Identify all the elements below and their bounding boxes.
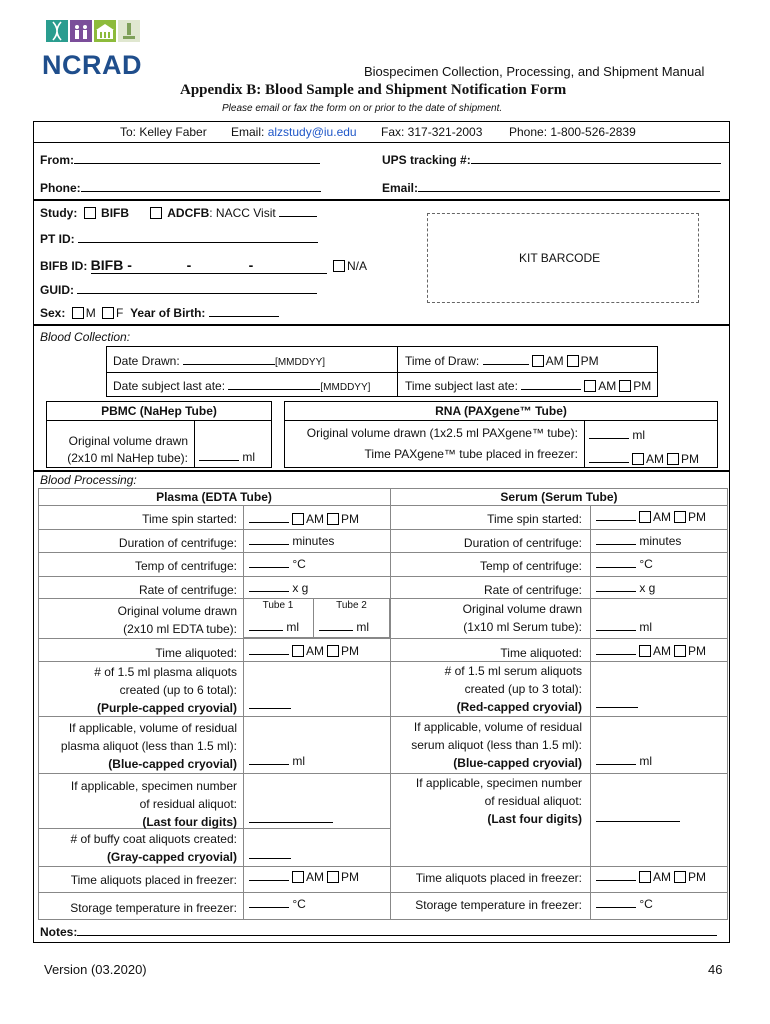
contact-row (120, 125, 207, 139)
divider (33, 470, 730, 472)
ups-field[interactable] (382, 153, 721, 167)
divider (397, 346, 398, 397)
date-format: [MMDDYY] (275, 357, 326, 368)
na-label: N/A (347, 259, 368, 273)
pm-checkbox[interactable] (327, 871, 339, 883)
plasma-num-label1: # of 1.5 ml plasma aliquots (94, 665, 237, 679)
am-label: AM (306, 870, 324, 884)
serum-num-label1: # of 1.5 ml serum aliquots (444, 664, 582, 678)
date-format: [MMDDYY] (320, 382, 371, 393)
building-icon (94, 20, 116, 42)
adcfb-visit-label: : NACC Visit (209, 206, 276, 220)
plasma-res-label3: (Blue-capped cryovial) (108, 757, 237, 771)
row-divider (390, 661, 728, 662)
bifb-id-dash: - (186, 257, 192, 273)
serum-freezer-time-label: Time aliquots placed in freezer: (415, 871, 582, 885)
pm-label: PM (688, 870, 706, 884)
row-divider (390, 552, 728, 553)
serum-res-label3: (Blue-capped cryovial) (453, 756, 582, 770)
pm-label: PM (681, 452, 699, 466)
row-divider (390, 773, 728, 774)
form-title: Appendix B: Blood Sample and Shipment Notification Form (180, 82, 567, 98)
time-last-ate-field[interactable] (405, 379, 651, 393)
divider (243, 505, 244, 920)
pt-id-field[interactable] (40, 232, 318, 246)
ml-unit: ml (286, 620, 300, 634)
pbmc-volume-line1: Original volume drawn (68, 434, 188, 448)
am-label: AM (545, 354, 564, 368)
pm-checkbox[interactable] (327, 645, 339, 657)
serum-storage-label: Storage temperature in freezer: (415, 898, 582, 912)
pm-label: PM (688, 644, 706, 658)
plasma-temp-label: Temp of centrifuge: (134, 559, 237, 573)
pm-checkbox[interactable] (619, 380, 631, 392)
plasma-duration-field[interactable] (249, 534, 334, 548)
plasma-storage-field[interactable] (249, 897, 306, 911)
date-drawn-label: Date Drawn: (113, 354, 180, 368)
row-divider (38, 552, 390, 553)
serum-volume-label2: (1x10 ml Serum tube): (463, 620, 582, 634)
time-last-ate-label: Time subject last ate: (405, 379, 518, 393)
ml-unit: ml (356, 620, 370, 634)
serum-res-field[interactable] (596, 754, 652, 768)
blood-processing-title: Blood Processing: (40, 473, 137, 487)
plasma-spec-label2: of residual aliquot: (139, 797, 237, 811)
pt-id-label: PT ID: (40, 232, 75, 246)
plasma-title: Plasma (EDTA Tube) (156, 490, 272, 504)
serum-time-spin-field[interactable] (596, 510, 706, 524)
serum-res-label1: If applicable, volume of residual (413, 720, 582, 734)
plasma-volume-label2: (2x10 ml EDTA tube): (123, 622, 237, 636)
rna-volume-field[interactable] (589, 428, 645, 442)
celsius-unit: °C (292, 897, 306, 911)
am-checkbox[interactable] (292, 513, 304, 525)
am-label: AM (306, 512, 324, 526)
am-checkbox[interactable] (632, 453, 644, 465)
na-checkbox[interactable] (333, 260, 345, 272)
ml-unit: ml (632, 428, 646, 442)
celsius-unit: °C (639, 897, 653, 911)
time-of-draw-label: Time of Draw: (405, 354, 480, 368)
celsius-unit: °C (292, 557, 306, 571)
plasma-time-aliquoted-label: Time aliquoted: (155, 646, 237, 660)
pm-checkbox[interactable] (674, 645, 686, 657)
date-last-ate-label: Date subject last ate: (113, 379, 226, 393)
am-label: AM (306, 644, 324, 658)
plasma-num-field[interactable] (249, 698, 291, 712)
pbmc-volume-field[interactable] (199, 450, 255, 464)
pm-checkbox[interactable] (667, 453, 679, 465)
buffy-field[interactable] (249, 848, 291, 862)
plasma-volume-label1: Original volume drawn (117, 604, 237, 618)
plasma-time-spin-field[interactable] (249, 512, 359, 526)
plasma-storage-label: Storage temperature in freezer: (70, 901, 237, 915)
yob-label: Year of Birth: (130, 306, 206, 320)
male-checkbox[interactable] (72, 307, 84, 319)
sex-label: Sex: (40, 306, 66, 320)
serum-spec-field[interactable] (596, 811, 680, 825)
row-divider (390, 598, 728, 599)
female-label: F (116, 306, 124, 320)
divider (584, 420, 585, 468)
sex-row (40, 306, 279, 320)
plasma-rate-field[interactable] (249, 581, 308, 595)
row-divider (38, 505, 390, 506)
row-divider (38, 866, 390, 867)
serum-time-aliquoted-field[interactable] (596, 644, 706, 658)
rna-time-field[interactable] (589, 452, 699, 466)
row-divider (390, 716, 728, 717)
pm-checkbox[interactable] (674, 511, 686, 523)
time-of-draw-field[interactable] (405, 354, 599, 368)
plasma-spec-label3: (Last four digits) (142, 815, 237, 829)
ups-label: UPS tracking #: (382, 153, 471, 167)
am-checkbox[interactable] (639, 871, 651, 883)
adcfb-label: ADCFB (167, 206, 210, 220)
divider (590, 505, 591, 920)
am-checkbox[interactable] (292, 645, 304, 657)
pm-checkbox[interactable] (327, 513, 339, 525)
rna-time-label: Time PAXgene™ tube placed in freezer: (364, 447, 578, 461)
kit-barcode-label: KIT BARCODE (519, 251, 601, 265)
page-number: 46 (708, 962, 723, 977)
plasma-rate-label: Rate of centrifuge: (138, 583, 237, 597)
date-drawn-field[interactable] (113, 354, 325, 368)
plasma-num-label2: created (up to 6 total): (119, 683, 237, 697)
family-icon (70, 20, 92, 42)
serum-temp-field[interactable] (596, 557, 653, 571)
plasma-spec-label1: If applicable, specimen number (70, 779, 237, 793)
row-divider (38, 892, 390, 893)
minutes-unit: minutes (292, 534, 335, 548)
manual-title: Biospecimen Collection, Processing, and Shipment Manual (364, 64, 705, 79)
dna-icon (46, 20, 68, 42)
pm-label: PM (633, 379, 652, 393)
guid-label: GUID: (40, 283, 74, 297)
celsius-unit: °C (639, 557, 653, 571)
date-last-ate-field[interactable] (113, 379, 370, 393)
contact-email-wrap (231, 125, 357, 139)
email-label: Email: (382, 181, 419, 195)
row-divider (390, 529, 728, 530)
serum-res-label2: serum aliquot (less than 1.5 ml): (411, 738, 582, 752)
plasma-num-label3: (Purple-capped cryovial) (96, 701, 237, 715)
row-divider (390, 638, 728, 639)
from-label: From: (40, 153, 74, 167)
pbmc-volume-line2: (2x10 ml NaHep tube): (67, 451, 188, 465)
from-field[interactable] (40, 153, 320, 167)
serum-freezer-time-field[interactable] (596, 870, 706, 884)
serum-volume-label1: Original volume drawn (462, 602, 582, 616)
plasma-res-label1: If applicable, volume of residual (68, 721, 237, 735)
serum-duration-label: Duration of centrifuge: (463, 536, 582, 550)
serum-spec-label3: (Last four digits) (487, 812, 582, 826)
plasma-freezer-time-field[interactable] (249, 870, 359, 884)
serum-rate-label: Rate of centrifuge: (483, 583, 582, 597)
bifb-id-dash: - (248, 257, 254, 273)
serum-num-label3: (Red-capped cryovial) (456, 700, 582, 714)
bifb-id-field[interactable] (40, 257, 367, 274)
adcfb-checkbox[interactable] (150, 207, 162, 219)
row-divider (390, 866, 728, 867)
pm-label: PM (341, 512, 359, 526)
notes-field[interactable] (40, 925, 717, 939)
am-checkbox[interactable] (639, 645, 651, 657)
plasma-duration-label: Duration of centrifuge: (118, 536, 237, 550)
buffy-label2: (Gray-capped cryovial) (106, 850, 237, 864)
serum-time-spin-label: Time spin started: (487, 512, 582, 526)
notes-label: Notes: (40, 925, 78, 939)
pm-label: PM (341, 644, 359, 658)
am-label: AM (653, 510, 671, 524)
row-divider (390, 505, 728, 506)
serum-time-aliquoted-label: Time aliquoted: (500, 646, 582, 660)
plasma-spec-field[interactable] (249, 812, 333, 826)
row-divider (38, 638, 390, 639)
phone-label: Phone: (40, 181, 81, 195)
serum-num-label2: created (up to 3 total): (464, 682, 582, 696)
contact-to: To: Kelley Faber (120, 125, 207, 139)
row-divider (38, 576, 390, 577)
am-label: AM (653, 644, 671, 658)
row-divider (38, 716, 390, 717)
divider (46, 420, 272, 421)
xg-unit: x g (292, 581, 309, 595)
am-checkbox[interactable] (292, 871, 304, 883)
study-label: Study: (40, 206, 78, 220)
row-divider (38, 529, 390, 530)
row-divider (38, 661, 390, 662)
contact-phone: Phone: 1-800-526-2839 (509, 125, 636, 139)
yob-input[interactable] (209, 316, 279, 317)
pm-checkbox[interactable] (674, 871, 686, 883)
xg-unit: x g (639, 581, 656, 595)
divider (106, 372, 658, 373)
phone-field[interactable] (40, 181, 321, 195)
guid-field[interactable] (40, 283, 317, 297)
am-label: AM (653, 870, 671, 884)
row-divider (390, 576, 728, 577)
plasma-time-spin-label: Time spin started: (142, 512, 237, 526)
contact-email-label: Email: (231, 125, 265, 139)
plasma-temp-field[interactable] (249, 557, 306, 571)
am-checkbox[interactable] (532, 355, 544, 367)
contact-fax: Fax: 317-321-2003 (381, 125, 483, 139)
female-checkbox[interactable] (102, 307, 114, 319)
ml-unit: ml (242, 450, 256, 464)
row-divider (390, 892, 728, 893)
version-label: Version (03.2020) (44, 962, 147, 977)
pm-checkbox[interactable] (567, 355, 579, 367)
am-label: AM (646, 452, 664, 466)
ml-unit: ml (292, 754, 306, 768)
tube1-volume-field[interactable] (249, 620, 299, 634)
ml-unit: ml (639, 754, 653, 768)
bifb-checkbox[interactable] (84, 207, 96, 219)
row-divider (38, 773, 390, 774)
minutes-unit: minutes (639, 534, 682, 548)
tube1-label: Tube 1 (262, 600, 294, 611)
logo-text: NCRAD (42, 50, 142, 80)
divider (33, 142, 730, 143)
pbmc-volume-label (48, 433, 188, 467)
rna-volume-label: Original volume drawn (1x2.5 ml PAXgene™ tube): (306, 426, 578, 440)
ml-unit: ml (639, 620, 653, 634)
am-label: AM (598, 379, 617, 393)
email-field[interactable] (382, 181, 720, 195)
pm-label: PM (580, 354, 599, 368)
serum-storage-field[interactable] (596, 897, 653, 911)
serum-temp-label: Temp of centrifuge: (479, 559, 582, 573)
divider (33, 199, 730, 201)
bifb-id-prefix: BIFB - (90, 257, 132, 273)
am-checkbox[interactable] (639, 511, 651, 523)
plasma-res-label2: plasma aliquot (less than 1.5 ml): (60, 739, 237, 753)
serum-spec-label2: of residual aliquot: (484, 794, 582, 808)
microscope-icon (118, 20, 140, 42)
pbmc-title: PBMC (NaHep Tube) (101, 404, 217, 418)
serum-num-field[interactable] (596, 697, 638, 711)
pm-label: PM (688, 510, 706, 524)
plasma-freezer-time-label: Time aliquots placed in freezer: (70, 873, 237, 887)
serum-spec-label1: If applicable, specimen number (415, 776, 582, 790)
contact-email-link[interactable]: alzstudy@iu.edu (267, 125, 357, 139)
serum-title: Serum (Serum Tube) (500, 490, 618, 504)
form-subtitle: Please email or fax the form on or prior to the date of shipment. (222, 103, 503, 114)
study-row (40, 206, 317, 220)
pm-label: PM (341, 870, 359, 884)
tube2-label: Tube 2 (336, 600, 367, 611)
rna-title: RNA (PAXgene™ Tube) (435, 404, 567, 418)
serum-rate-field[interactable] (596, 581, 655, 595)
serum-duration-field[interactable] (596, 534, 681, 548)
buffy-label1: # of buffy coat aliquots created: (70, 832, 237, 846)
tube2-volume-field[interactable] (319, 620, 369, 634)
am-checkbox[interactable] (584, 380, 596, 392)
divider (33, 324, 730, 326)
divider (194, 420, 195, 468)
plasma-time-aliquoted-field[interactable] (249, 644, 359, 658)
male-label: M (85, 306, 96, 320)
bifb-label: BIFB (101, 206, 130, 220)
bifb-id-label: BIFB ID: (40, 259, 88, 273)
blood-collection-title: Blood Collection: (40, 330, 131, 344)
serum-volume-field[interactable] (596, 620, 652, 634)
plasma-res-field[interactable] (249, 754, 305, 768)
divider (284, 420, 718, 421)
